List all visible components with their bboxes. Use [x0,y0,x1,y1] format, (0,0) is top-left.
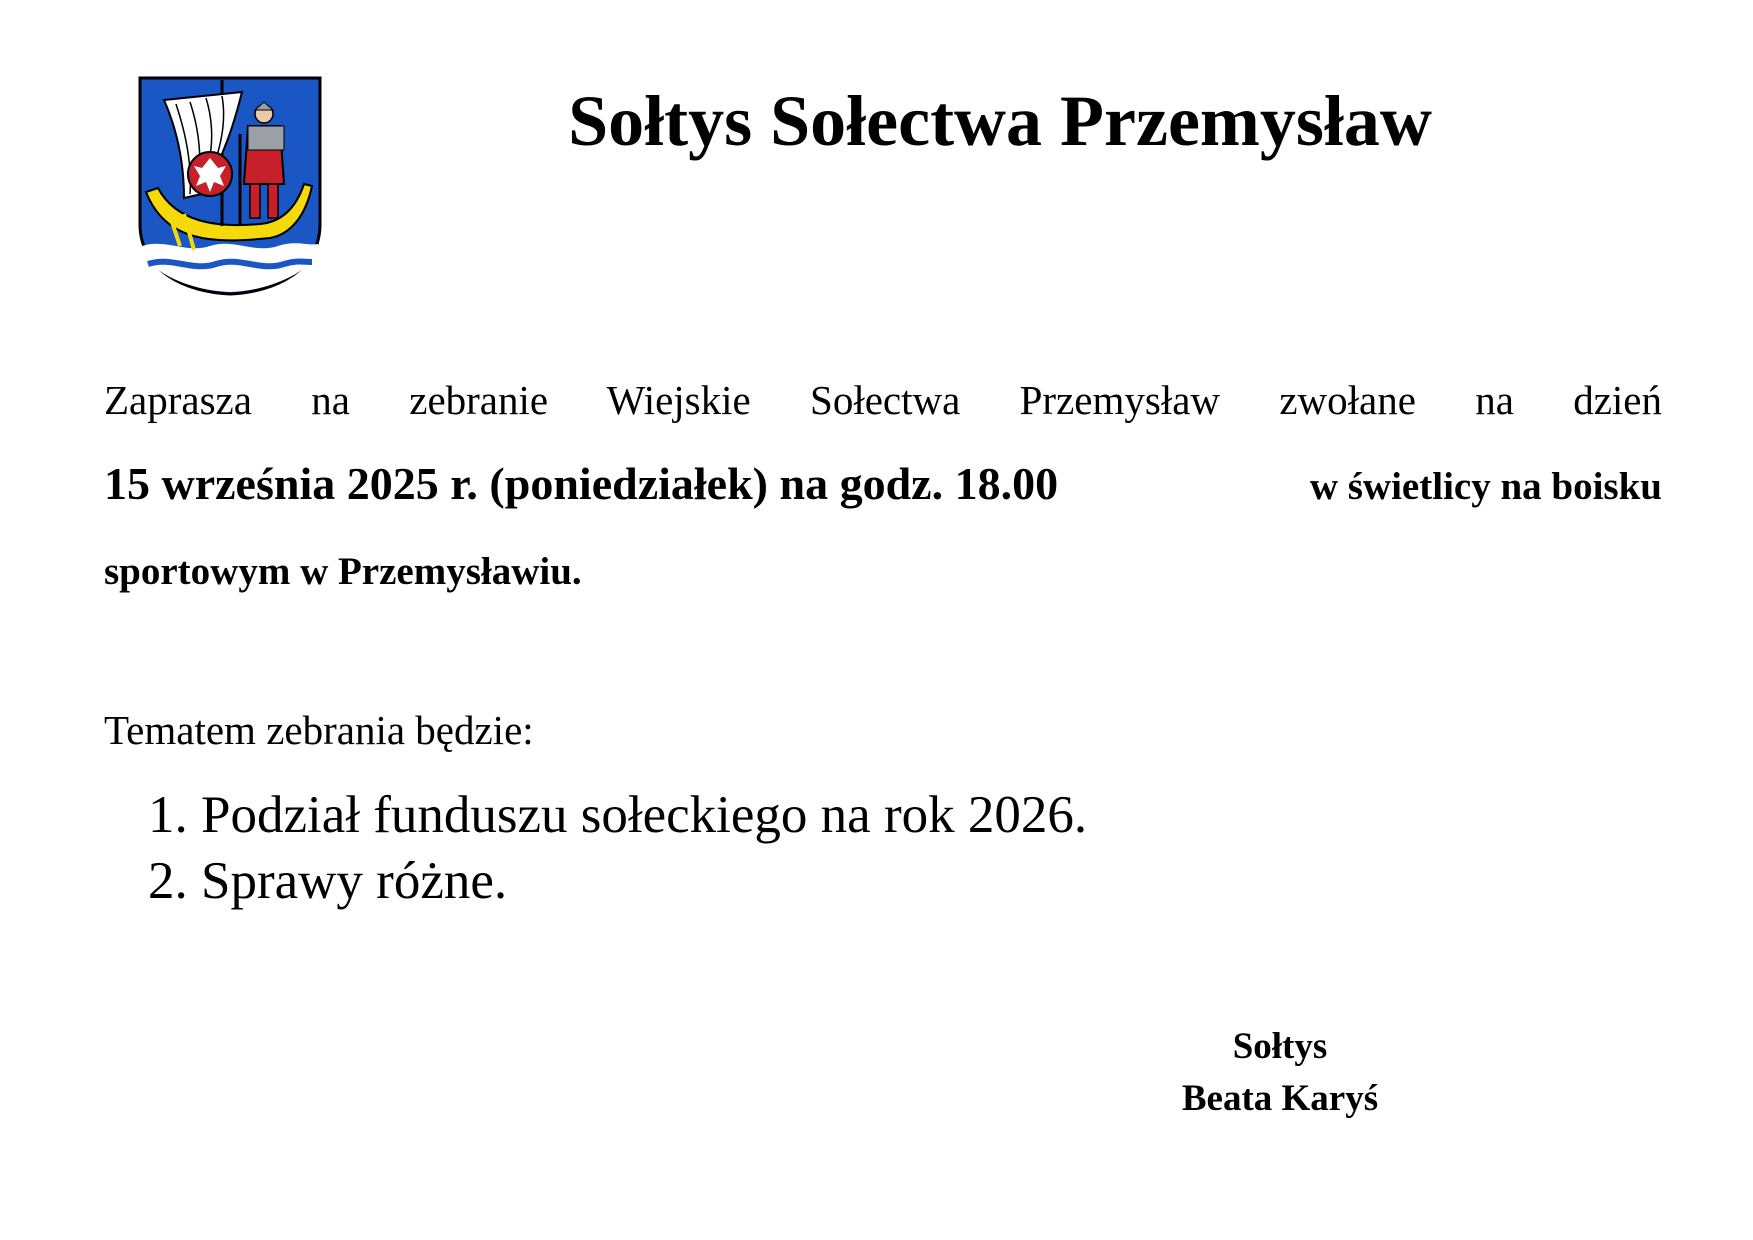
meeting-place-continued: sportowym w Przemysławiu. [104,550,582,593]
agenda-list [148,782,1087,914]
meeting-place: w świetlicy na boisku [1309,465,1662,508]
meeting-date-time: 15 września 2025 r. (poniedziałek) na godz. 18.00 [104,458,1059,509]
signature-role: Sołtys [1232,1026,1328,1067]
page-title: Sołtys Sołectwa Przemysław [568,81,1432,161]
list-item: 2. Sprawy różne. [148,852,508,910]
invitation-line: Zaprasza na zebranie Wiejskie Sołectwa Przemysław zwołane na dzień [104,377,1662,423]
list-item: 1. Podział funduszu sołeckiego na rok 2026. [148,786,1088,844]
agenda-label: Tematem zebrania będzie: [104,707,534,753]
signature-name: Beata Karyś [1181,1078,1379,1119]
coat-of-arms-icon [136,74,324,298]
meeting-date-line [104,452,1662,519]
